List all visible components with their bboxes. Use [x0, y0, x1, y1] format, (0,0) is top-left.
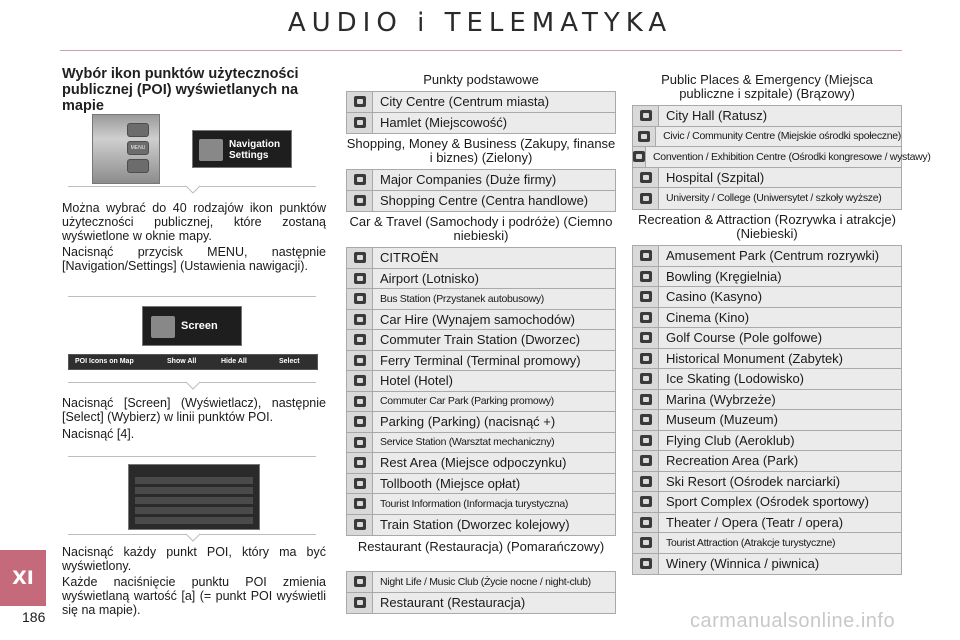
group-title-public: Public Places & Emergency (Miejsca publiczne i szpitale) (Brązowy) [661, 72, 873, 101]
poi-row [347, 191, 615, 212]
group-title-shopping: Shopping, Money & Business (Zakupy, finanse i biznes) (Zielony) [346, 136, 616, 165]
poi-category-icon [347, 572, 373, 592]
poi-category-icon [347, 351, 373, 371]
screen-label: Screen [181, 320, 218, 332]
poi-row-label: Convention / Exhibition Centre (Ośrodki kongresowe / wystawy) [653, 150, 931, 163]
poi-row-label: Museum (Muzeum) [666, 412, 778, 428]
poi-category-icon [347, 494, 373, 514]
poi-row-label: Airport (Lotnisko) [380, 270, 479, 286]
poi-row-label: Shopping Centre (Centra handlowe) [380, 193, 589, 209]
poi-row [347, 453, 615, 474]
poi-row-label: Tourist Information (Informacja turystyczna) [380, 497, 569, 510]
poi-row-label: Recreation Area (Park) [666, 453, 799, 469]
poi-row [347, 289, 615, 310]
poi-row-label: Major Companies (Duże firmy) [380, 172, 557, 188]
poi-row-label: Rest Area (Miejsce odpoczynku) [380, 455, 567, 471]
poi-row-label: Golf Course (Pole golfowe) [666, 330, 823, 346]
poi-list-screen [128, 464, 260, 530]
poi-table-recreation [632, 245, 902, 575]
poi-category-icon [633, 328, 659, 348]
poi-row-label: Night Life / Music Club (Życie nocne / night-club) [380, 575, 591, 588]
poi-row-label: Ice Skating (Lodowisko) [666, 371, 805, 387]
poi-row [633, 554, 901, 575]
poi-row [347, 170, 615, 191]
section-title: Wybór ikon punktów użyteczności publicznej (POI) wyświetlanych na mapie [62, 66, 299, 114]
poi-category-icon [347, 371, 373, 391]
poi-icons-bar [68, 354, 318, 370]
poi-category-icon [633, 369, 659, 389]
poi-row-label: Commuter Car Park (Parking promowy) [380, 395, 554, 408]
menu-button-photo [92, 114, 160, 184]
poi-category-icon [633, 451, 659, 471]
poi-row [633, 246, 901, 267]
poi-category-icon [633, 390, 659, 410]
poi-row [633, 147, 931, 168]
poi-row-label: Hamlet (Miejscowość) [380, 115, 508, 131]
poi-row-label: Ski Resort (Ośrodek narciarki) [666, 473, 841, 489]
paragraph-step-select: Nacisnąć każdy punkt POI, który ma być wyświetlony. [62, 545, 326, 573]
paragraph-intro: Można wybrać do 40 rodzajów ikon punktów użyteczności publicznej, które zostaną wyświetlone w oknie mapy. [62, 201, 326, 243]
poi-row-label: City Centre (Centrum miasta) [380, 94, 550, 110]
poi-row-label: Bus Station (Przystanek autobusowy) [380, 292, 545, 305]
poi-category-icon [347, 593, 373, 614]
page-title: AUDIO i TELEMATYKA [287, 8, 673, 38]
group-title-restaurant: Restaurant (Restauracja) (Pomarańczowy) [357, 539, 605, 554]
poi-category-icon [633, 168, 659, 188]
poi-category-icon [347, 515, 373, 536]
poi-row [633, 188, 901, 209]
navigation-settings-label: Navigation Settings [229, 139, 281, 161]
poi-category-icon [633, 106, 659, 126]
poi-category-icon [633, 246, 659, 266]
navigation-icon [199, 139, 223, 161]
poi-row [633, 369, 901, 390]
poi-row-label: Sport Complex (Ośrodek sportowy) [666, 494, 870, 510]
poi-category-icon [633, 267, 659, 287]
poi-row-label: Flying Club (Aeroklub) [666, 432, 795, 448]
poi-row-label: City Hall (Ratusz) [666, 108, 768, 124]
poi-row [633, 513, 901, 534]
poi-row [633, 472, 901, 493]
poi-category-icon [347, 392, 373, 412]
poi-category-icon [347, 269, 373, 289]
poi-row [347, 248, 615, 269]
poi-row [347, 593, 615, 614]
poi-category-icon [633, 472, 659, 492]
poi-row [347, 92, 615, 113]
poi-category-icon [633, 287, 659, 307]
header-divider [60, 50, 902, 51]
poi-category-icon [633, 188, 659, 209]
poi-category-icon [633, 513, 659, 533]
chapter-tab: XI [0, 550, 46, 606]
poi-category-icon [633, 410, 659, 430]
poi-category-icon [347, 289, 373, 309]
poi-category-icon [347, 474, 373, 494]
poi-category-icon [347, 453, 373, 473]
poi-table-public [632, 105, 931, 210]
chevron-down-icon [186, 534, 200, 542]
poi-row [633, 492, 901, 513]
poi-category-icon [347, 92, 373, 112]
poi-row [633, 533, 901, 554]
poi-row [347, 269, 615, 290]
poi-row-label: Ferry Terminal (Terminal promowy) [380, 352, 581, 368]
poi-category-icon [347, 310, 373, 330]
paragraph-step-4: Nacisnąć [4]. [62, 427, 135, 441]
select-button: Select [279, 358, 300, 365]
poi-row-label: Hotel (Hotel) [380, 373, 453, 389]
hide-all-button: Hide All [221, 358, 247, 365]
poi-row [347, 433, 615, 454]
poi-row [633, 308, 901, 329]
poi-category-icon [633, 308, 659, 328]
poi-row [347, 474, 615, 495]
poi-row-label: Parking (Parking) (nacisnąć +) [380, 414, 556, 430]
poi-row-label: Amusement Park (Centrum rozrywki) [666, 248, 880, 264]
poi-row [347, 412, 615, 433]
poi-row [347, 515, 615, 536]
poi-category-icon [347, 170, 373, 190]
divider [68, 456, 316, 457]
poi-row-label: Hospital (Szpital) [666, 169, 765, 185]
poi-table-car-travel [346, 247, 616, 536]
poi-row [633, 431, 901, 452]
poi-row [347, 572, 615, 593]
poi-table-restaurant [346, 571, 616, 614]
poi-row [347, 494, 615, 515]
poi-category-icon [633, 147, 646, 167]
poi-category-icon [633, 349, 659, 369]
poi-row-label: CITROËN [380, 250, 439, 266]
poi-category-icon [633, 127, 656, 147]
poi-row [633, 267, 901, 288]
poi-row [633, 287, 901, 308]
paragraph-step-toggle: Każde naciśnięcie punktu POI zmienia wyświetlaną wartość [a] (= punkt POI wyświetli się na mapie). [62, 575, 326, 617]
poi-category-icon [347, 248, 373, 268]
poi-category-icon [633, 492, 659, 512]
poi-row-label: Theater / Opera (Teatr / opera) [666, 514, 844, 530]
poi-category-icon [633, 431, 659, 451]
screen-menu-screen [142, 306, 242, 346]
poi-category-icon [347, 113, 373, 134]
poi-category-icon [347, 330, 373, 350]
poi-category-icon [347, 191, 373, 212]
poi-table-shopping [346, 169, 616, 212]
poi-category-icon [347, 433, 373, 453]
poi-row [633, 349, 901, 370]
poi-row [347, 113, 615, 134]
poi-row-label: Commuter Train Station (Dworzec) [380, 332, 581, 348]
poi-row [347, 351, 615, 372]
group-title-recreation: Recreation & Attraction (Rozrywka i atrakcje) (Niebieski) [638, 212, 896, 241]
poi-row-label: Restaurant (Restauracja) [380, 595, 526, 611]
poi-row-label: Casino (Kasyno) [666, 289, 763, 305]
poi-row [347, 371, 615, 392]
poi-category-icon [633, 533, 659, 553]
page-number: 186 [22, 609, 46, 625]
show-all-button: Show All [167, 358, 197, 365]
poi-row [633, 127, 901, 148]
poi-row-label: Cinema (Kino) [666, 309, 750, 325]
chevron-down-icon [186, 382, 200, 390]
poi-row [633, 106, 901, 127]
poi-row-label: Winery (Winnica / piwnica) [666, 556, 820, 572]
poi-row [633, 390, 901, 411]
poi-row-label: Marina (Wybrzeże) [666, 391, 776, 407]
paragraph-step-menu: Nacisnąć przycisk MENU, następnie [Navigation/Settings] (Ustawienia nawigacji). [62, 245, 326, 273]
poi-row [633, 410, 901, 431]
poi-category-icon [633, 554, 659, 575]
group-title-car-travel: Car & Travel (Samochody i podróże) (Ciemno niebieski) [349, 214, 613, 243]
poi-bar-title: POI Icons on Map [75, 358, 134, 365]
poi-row-label: Tourist Attraction (Atrakcje turystyczne) [666, 536, 836, 549]
poi-row [633, 451, 901, 472]
poi-row-label: Civic / Community Centre (Miejskie ośrodki społeczne) [663, 130, 901, 143]
poi-row-label: Service Station (Warsztat mechaniczny) [380, 436, 555, 449]
divider [68, 296, 316, 297]
poi-row [633, 168, 901, 189]
poi-row-label: Tollbooth (Miejsce opłat) [380, 475, 521, 491]
chevron-down-icon [186, 186, 200, 194]
poi-row-label: Train Station (Dworzec kolejowy) [380, 517, 570, 533]
poi-row-label: Historical Monument (Zabytek) [666, 350, 843, 366]
navigation-settings-screen [192, 130, 292, 168]
poi-row-label: Bowling (Kręgielnia) [666, 268, 782, 284]
watermark: carmanualsonline.info [690, 610, 896, 632]
poi-row-label: Car Hire (Wynajem samochodów) [380, 311, 575, 327]
poi-category-icon [347, 412, 373, 432]
poi-table-basic [346, 91, 616, 134]
poi-row-label: University / College (Uniwersytet / szkoły wyższe) [666, 192, 882, 205]
paragraph-step-screen: Nacisnąć [Screen] (Wyświetlacz), następnie [Select] (Wybierz) w linii punktów POI. [62, 396, 326, 424]
poi-row [633, 328, 901, 349]
poi-row [347, 392, 615, 413]
menu-button-label: MENU [127, 141, 149, 155]
group-title-basic: Punkty podstawowe [423, 72, 539, 87]
poi-row [347, 330, 615, 351]
screen-icon [151, 316, 175, 338]
poi-row [347, 310, 615, 331]
